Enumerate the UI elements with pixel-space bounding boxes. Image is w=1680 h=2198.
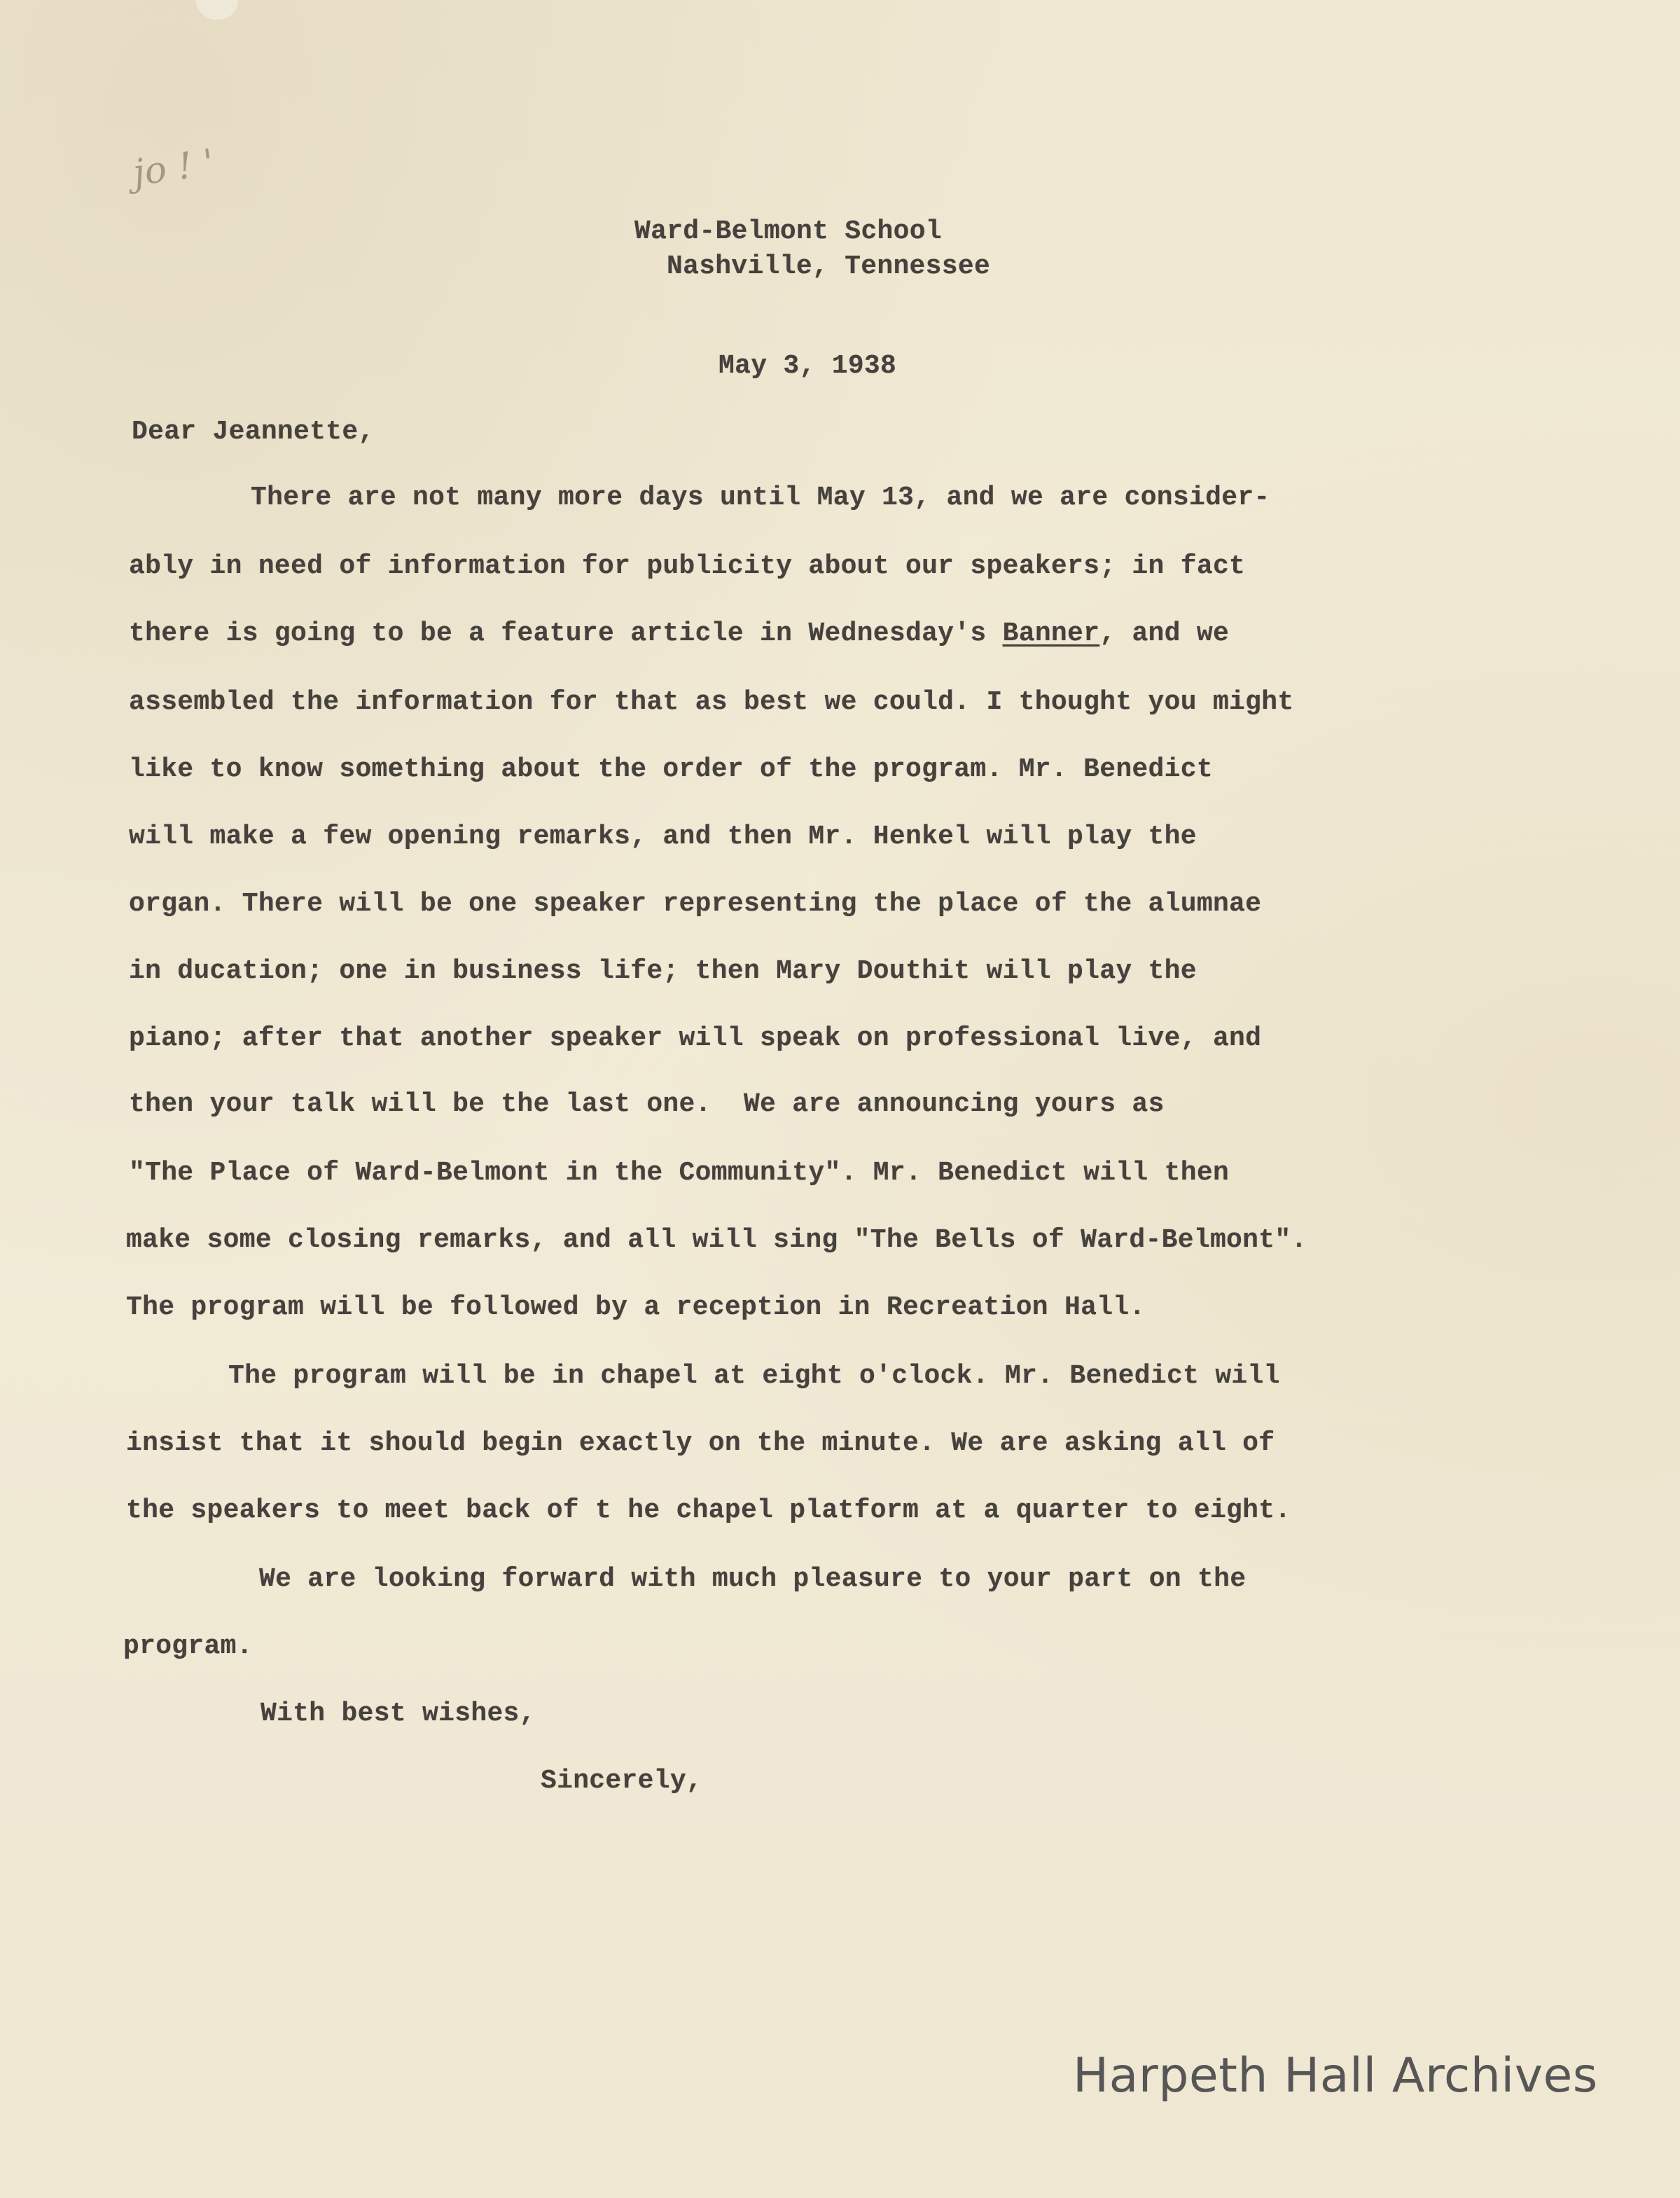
newspaper-title: Banner (1002, 618, 1100, 649)
letter-date: May 3, 1938 (718, 351, 897, 381)
body-line-7: organ. There will be one speaker representing the place of the alumnae (129, 889, 1262, 919)
archive-watermark: Harpeth Hall Archives (1073, 2048, 1598, 2103)
body-line-12: make some closing remarks, and all will sing "The Bells of Ward-Belmont". (126, 1225, 1307, 1255)
body-line-9: piano; after that another speaker will speak on professional live, and (129, 1023, 1262, 1053)
body-line-11: "The Place of Ward-Belmont in the Community". Mr. Benedict will then (129, 1158, 1230, 1188)
body-line-2: ably in need of information for publicity about our speakers; in fact (129, 551, 1246, 581)
body-line-6: will make a few opening remarks, and then Mr. Henkel will play the (129, 822, 1197, 852)
body-line-3-end: , and we (1099, 618, 1230, 649)
body-line-18: program. (123, 1631, 253, 1661)
signoff: Sincerely, (541, 1766, 703, 1796)
body-line-3-start: there is going to be a feature article in Wednesday's (129, 618, 1003, 649)
salutation: Dear Jeannette, (132, 417, 375, 447)
body-line-13: The program will be followed by a reception in Recreation Hall. (126, 1292, 1146, 1322)
body-line-1: There are not many more days until May 13, and we are consider- (251, 483, 1270, 513)
closing-line: With best wishes, (261, 1699, 536, 1729)
body-line-10: then your talk will be the last one. We are announcing yours as (129, 1089, 1165, 1119)
paper-tear (196, 0, 238, 20)
body-line-3 (129, 618, 1230, 649)
pencil-annotation: jo ! ' (130, 141, 217, 195)
body-line-4: assembled the information for that as best we could. I thought you might (129, 687, 1294, 717)
letterhead-school: Ward-Belmont School (634, 216, 942, 247)
body-line-8: in ducation; one in business life; then Mary Douthit will play the (129, 956, 1197, 986)
body-line-5: like to know something about the order of the program. Mr. Benedict (129, 754, 1213, 784)
body-line-16: the speakers to meet back of t he chapel platform at a quarter to eight. (126, 1495, 1291, 1526)
body-line-14: The program will be in chapel at eight o'clock. Mr. Benedict will (228, 1361, 1280, 1391)
body-line-17: We are looking forward with much pleasure to your part on the (259, 1564, 1247, 1594)
letterhead-city: Nashville, Tennessee (667, 251, 991, 282)
body-line-15: insist that it should begin exactly on the minute. We are asking all of (126, 1428, 1275, 1458)
